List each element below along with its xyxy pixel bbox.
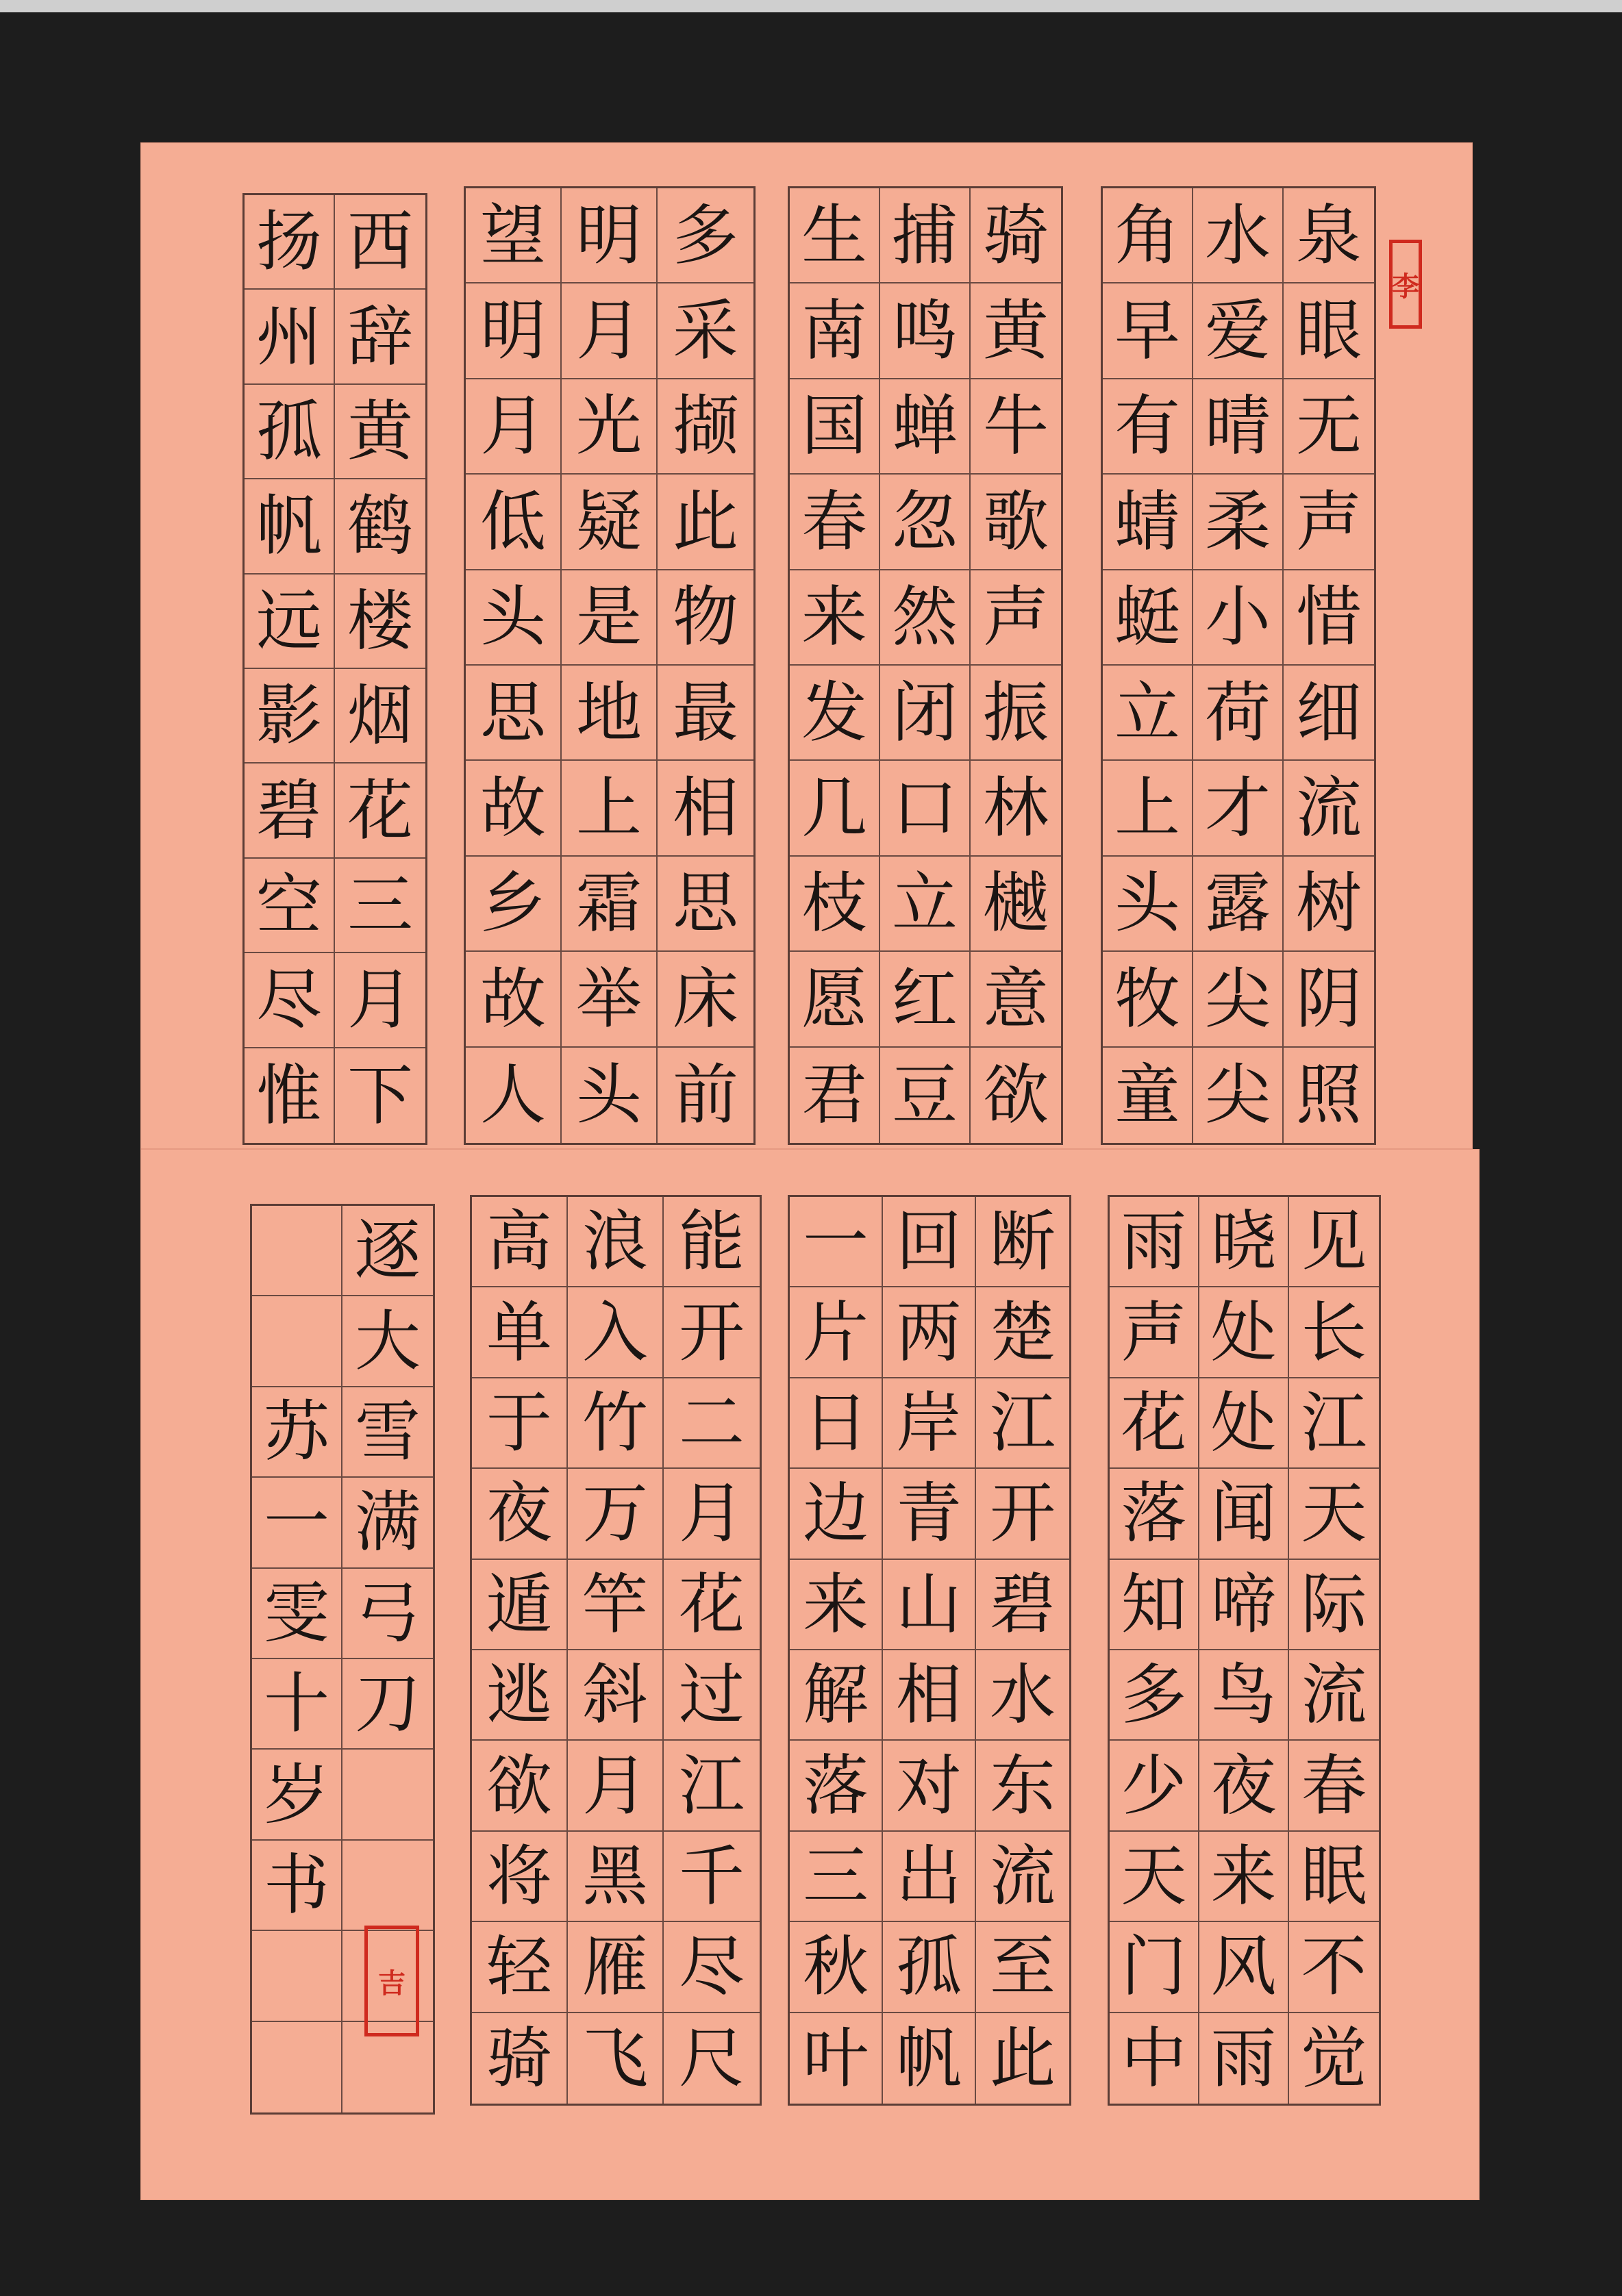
character-cell: 将 bbox=[472, 1832, 568, 1922]
character-cell: 碧 bbox=[245, 764, 335, 858]
character-cell: 来 bbox=[790, 1560, 883, 1650]
character-cell: 多 bbox=[658, 188, 753, 283]
character-cell: 多 bbox=[1110, 1650, 1199, 1741]
character-cell: 夜 bbox=[472, 1469, 568, 1559]
character-cell: 立 bbox=[1103, 666, 1193, 761]
character-cell: 故 bbox=[466, 761, 562, 856]
character-cell: 片 bbox=[790, 1287, 883, 1378]
character-cell: 水 bbox=[976, 1650, 1069, 1741]
grid-block-bottom-2 bbox=[788, 1195, 1071, 2106]
character-cell: 苏 bbox=[252, 1387, 342, 1478]
character-cell: 东 bbox=[976, 1741, 1069, 1831]
character-cell: 黑 bbox=[568, 1832, 664, 1922]
character-cell: 骑 bbox=[472, 2013, 568, 2104]
character-cell: 三 bbox=[335, 859, 425, 953]
character-cell: 水 bbox=[1193, 188, 1284, 283]
character-cell: 满 bbox=[342, 1478, 433, 1568]
character-cell: 雨 bbox=[1110, 1197, 1199, 1287]
character-cell: 开 bbox=[664, 1287, 760, 1378]
character-cell: 角 bbox=[1103, 188, 1193, 283]
character-cell: 尽 bbox=[245, 953, 335, 1048]
character-cell: 来 bbox=[790, 570, 880, 666]
character-cell: 尽 bbox=[664, 1922, 760, 2013]
character-cell: 欲 bbox=[983, 1057, 1049, 1134]
character-cell: 月 bbox=[466, 379, 562, 475]
character-cell: 惜 bbox=[1284, 570, 1374, 666]
character-cell: 见 bbox=[1289, 1197, 1379, 1287]
character-cell: 乡 bbox=[466, 857, 562, 952]
character-cell: 有 bbox=[1103, 379, 1193, 475]
character-cell: 于 bbox=[472, 1378, 568, 1469]
character-cell: 晓 bbox=[1199, 1197, 1289, 1287]
character-cell: 明 bbox=[466, 283, 562, 379]
grid-block-bottom-3 bbox=[470, 1195, 762, 2106]
character-cell: 单 bbox=[472, 1287, 568, 1378]
character-cell: 过 bbox=[664, 1650, 760, 1741]
character-cell: 举 bbox=[562, 952, 658, 1047]
character-cell: 疑 bbox=[562, 475, 658, 570]
character-cell: 早 bbox=[1103, 283, 1193, 379]
character-cell: 雨 bbox=[1199, 2013, 1289, 2104]
character-cell: 辞 bbox=[335, 290, 425, 384]
character-cell: 边 bbox=[790, 1469, 883, 1559]
character-cell: 断 bbox=[976, 1197, 1069, 1287]
character-cell: 头 bbox=[1103, 857, 1193, 952]
character-cell: 思 bbox=[466, 666, 562, 761]
character-cell: 月 bbox=[335, 953, 425, 1048]
character-cell: 振 bbox=[971, 666, 1061, 761]
character-cell: 落 bbox=[790, 1741, 883, 1831]
character-cell: 州 bbox=[245, 290, 335, 384]
scanner-edge bbox=[0, 0, 1622, 12]
character-cell: 尺 bbox=[679, 2019, 745, 2097]
character-cell: 几 bbox=[790, 761, 880, 856]
character-cell: 遁 bbox=[472, 1560, 568, 1650]
character-cell: 树 bbox=[1284, 857, 1374, 952]
character-cell: 天 bbox=[1110, 1832, 1199, 1922]
character-cell: 至 bbox=[976, 1922, 1069, 2013]
character-cell: 风 bbox=[1199, 1922, 1289, 2013]
character-cell: 流 bbox=[1289, 1650, 1379, 1741]
seal-top-right bbox=[1389, 240, 1422, 329]
character-cell: 撷 bbox=[658, 379, 753, 475]
character-cell: 雁 bbox=[568, 1922, 664, 2013]
character-cell: 楼 bbox=[335, 575, 425, 669]
character-cell: 红 bbox=[880, 952, 971, 1047]
character-cell: 光 bbox=[562, 379, 658, 475]
character-cell: 尖 bbox=[1193, 1048, 1284, 1143]
character-cell: 中 bbox=[1110, 2013, 1199, 2104]
character-cell: 十 bbox=[252, 1659, 342, 1750]
character-cell: 江 bbox=[664, 1741, 760, 1831]
character-cell: 声 bbox=[971, 570, 1061, 666]
character-cell: 此 bbox=[990, 2019, 1056, 2097]
character-cell: 觉 bbox=[1301, 2019, 1367, 2097]
character-cell: 天 bbox=[1289, 1469, 1379, 1559]
character-cell: 秋 bbox=[790, 1922, 883, 2013]
character-cell: 叶 bbox=[790, 2013, 883, 2104]
grid-block-top-3 bbox=[464, 186, 756, 1145]
character-cell: 逃 bbox=[472, 1650, 568, 1741]
character-cell: 愿 bbox=[790, 952, 880, 1047]
character-cell bbox=[252, 1296, 342, 1387]
character-cell: 霜 bbox=[562, 857, 658, 952]
character-cell: 花 bbox=[335, 764, 425, 858]
character-cell: 飞 bbox=[568, 2013, 664, 2104]
character-cell: 荷 bbox=[1193, 666, 1284, 761]
character-cell: 一 bbox=[252, 1478, 342, 1568]
character-cell: 君 bbox=[790, 1048, 880, 1143]
character-cell: 泉 bbox=[1284, 188, 1374, 283]
character-cell: 地 bbox=[562, 666, 658, 761]
character-cell: 此 bbox=[658, 475, 753, 570]
character-cell: 忽 bbox=[880, 475, 971, 570]
character-cell: 两 bbox=[883, 1287, 976, 1378]
character-cell: 才 bbox=[1193, 761, 1284, 856]
character-cell: 夜 bbox=[1199, 1741, 1289, 1831]
character-cell: 鹤 bbox=[335, 479, 425, 574]
seal-top-right-text: 李 bbox=[1392, 270, 1419, 303]
character-cell: 露 bbox=[1193, 857, 1284, 952]
character-cell: 声 bbox=[1110, 1287, 1199, 1378]
character-cell: 骑 bbox=[971, 188, 1061, 283]
character-cell: 黄 bbox=[971, 283, 1061, 379]
character-cell: 弓 bbox=[342, 1569, 433, 1659]
character-cell: 逐 bbox=[342, 1206, 433, 1296]
character-cell: 花 bbox=[1110, 1378, 1199, 1469]
character-cell: 三 bbox=[790, 1832, 883, 1922]
character-cell: 竿 bbox=[568, 1560, 664, 1650]
character-cell: 轻 bbox=[472, 1922, 568, 2013]
character-cell: 国 bbox=[790, 379, 880, 475]
character-cell: 爱 bbox=[1193, 283, 1284, 379]
character-cell: 上 bbox=[1103, 761, 1193, 856]
character-cell: 雯 bbox=[252, 1569, 342, 1659]
character-cell: 床 bbox=[658, 952, 753, 1047]
character-cell bbox=[252, 2022, 342, 2112]
character-cell: 眼 bbox=[1284, 283, 1374, 379]
character-cell: 入 bbox=[568, 1287, 664, 1378]
character-cell: 处 bbox=[1199, 1287, 1289, 1378]
character-cell: 春 bbox=[790, 475, 880, 570]
character-cell: 人 bbox=[466, 1048, 562, 1143]
character-cell: 物 bbox=[658, 570, 753, 666]
character-cell: 门 bbox=[1110, 1922, 1199, 2013]
character-cell: 相 bbox=[883, 1650, 976, 1741]
character-cell: 对 bbox=[883, 1741, 976, 1831]
character-cell: 青 bbox=[883, 1469, 976, 1559]
character-cell: 啼 bbox=[1199, 1560, 1289, 1650]
character-cell bbox=[342, 1750, 433, 1840]
character-cell: 万 bbox=[568, 1469, 664, 1559]
character-cell: 鸟 bbox=[1199, 1650, 1289, 1741]
character-cell: 岁 bbox=[252, 1750, 342, 1840]
character-cell: 日 bbox=[790, 1378, 883, 1469]
character-cell: 帆 bbox=[245, 479, 335, 574]
character-cell: 雪 bbox=[342, 1387, 433, 1478]
character-cell: 竹 bbox=[568, 1378, 664, 1469]
character-cell: 故 bbox=[466, 952, 562, 1047]
character-cell: 孤 bbox=[883, 1922, 976, 2013]
character-cell bbox=[342, 1841, 433, 1931]
character-cell: 出 bbox=[883, 1832, 976, 1922]
seal-signature-text: 吉 bbox=[378, 1967, 406, 1999]
character-cell: 然 bbox=[880, 570, 971, 666]
character-cell: 碧 bbox=[976, 1560, 1069, 1650]
grid-block-top-2 bbox=[788, 186, 1063, 1145]
character-cell: 最 bbox=[658, 666, 753, 761]
character-cell: 闭 bbox=[880, 666, 971, 761]
character-cell: 烟 bbox=[335, 669, 425, 764]
character-cell: 回 bbox=[883, 1197, 976, 1287]
grid-block-top-1 bbox=[1101, 186, 1376, 1145]
character-cell: 蝉 bbox=[880, 379, 971, 475]
character-cell: 欲 bbox=[472, 1741, 568, 1831]
character-cell: 少 bbox=[1110, 1741, 1199, 1831]
character-cell: 大 bbox=[342, 1296, 433, 1387]
character-cell: 声 bbox=[1284, 475, 1374, 570]
character-cell: 眠 bbox=[1289, 1832, 1379, 1922]
character-cell: 歌 bbox=[971, 475, 1061, 570]
character-cell: 豆 bbox=[880, 1048, 971, 1143]
character-cell: 江 bbox=[976, 1378, 1069, 1469]
character-cell: 立 bbox=[880, 857, 971, 952]
character-cell: 来 bbox=[1199, 1832, 1289, 1922]
character-cell: 闻 bbox=[1199, 1469, 1289, 1559]
character-cell: 无 bbox=[1284, 379, 1374, 475]
character-cell: 意 bbox=[971, 952, 1061, 1047]
character-cell: 流 bbox=[976, 1832, 1069, 1922]
character-cell: 千 bbox=[664, 1832, 760, 1922]
character-cell: 月 bbox=[568, 1741, 664, 1831]
character-cell: 西 bbox=[335, 195, 425, 290]
character-cell: 枝 bbox=[790, 857, 880, 952]
character-cell: 二 bbox=[664, 1378, 760, 1469]
character-cell: 花 bbox=[664, 1560, 760, 1650]
character-cell: 牛 bbox=[971, 379, 1061, 475]
character-cell: 蜓 bbox=[1103, 570, 1193, 666]
character-cell: 生 bbox=[790, 188, 880, 283]
character-cell: 解 bbox=[790, 1650, 883, 1741]
character-cell: 处 bbox=[1199, 1378, 1289, 1469]
character-cell: 月 bbox=[562, 283, 658, 379]
character-cell bbox=[252, 1206, 342, 1296]
character-cell: 书 bbox=[252, 1841, 342, 1931]
character-cell: 孤 bbox=[245, 385, 335, 479]
grid-block-top-4 bbox=[242, 193, 427, 1145]
character-cell: 流 bbox=[1284, 761, 1374, 856]
character-cell: 落 bbox=[1110, 1469, 1199, 1559]
character-cell: 头 bbox=[466, 570, 562, 666]
character-cell bbox=[252, 1931, 342, 2021]
character-cell: 远 bbox=[245, 575, 335, 669]
character-cell: 牧 bbox=[1103, 952, 1193, 1047]
character-cell: 是 bbox=[562, 570, 658, 666]
character-cell: 思 bbox=[658, 857, 753, 952]
character-cell: 口 bbox=[880, 761, 971, 856]
character-cell: 明 bbox=[562, 188, 658, 283]
character-cell: 采 bbox=[658, 283, 753, 379]
character-cell: 前 bbox=[673, 1057, 738, 1134]
character-cell: 际 bbox=[1289, 1560, 1379, 1650]
character-cell: 空 bbox=[245, 859, 335, 953]
character-cell: 一 bbox=[790, 1197, 883, 1287]
character-cell: 山 bbox=[883, 1560, 976, 1650]
character-cell: 樾 bbox=[971, 857, 1061, 952]
character-cell: 开 bbox=[976, 1469, 1069, 1559]
character-cell: 能 bbox=[664, 1197, 760, 1287]
character-cell: 浪 bbox=[568, 1197, 664, 1287]
character-cell: 晴 bbox=[1193, 379, 1284, 475]
character-cell: 望 bbox=[466, 188, 562, 283]
character-cell: 楚 bbox=[976, 1287, 1069, 1378]
character-cell: 照 bbox=[1296, 1057, 1362, 1134]
character-cell: 童 bbox=[1103, 1048, 1193, 1143]
character-cell: 岸 bbox=[883, 1378, 976, 1469]
character-cell: 影 bbox=[245, 669, 335, 764]
character-cell: 惟 bbox=[245, 1048, 335, 1143]
character-cell: 春 bbox=[1289, 1741, 1379, 1831]
character-cell: 斜 bbox=[568, 1650, 664, 1741]
character-cell: 高 bbox=[472, 1197, 568, 1287]
character-cell: 下 bbox=[347, 1057, 413, 1134]
character-cell: 尖 bbox=[1193, 952, 1284, 1047]
character-cell: 黄 bbox=[335, 385, 425, 479]
grid-block-bottom-1 bbox=[1108, 1195, 1381, 2106]
character-cell: 江 bbox=[1289, 1378, 1379, 1469]
character-cell: 上 bbox=[562, 761, 658, 856]
character-cell: 长 bbox=[1289, 1287, 1379, 1378]
character-cell: 鸣 bbox=[880, 283, 971, 379]
character-cell: 头 bbox=[562, 1048, 658, 1143]
character-cell: 蜻 bbox=[1103, 475, 1193, 570]
character-cell: 阴 bbox=[1284, 952, 1374, 1047]
character-cell: 捕 bbox=[880, 188, 971, 283]
character-cell: 细 bbox=[1284, 666, 1374, 761]
character-cell: 柔 bbox=[1193, 475, 1284, 570]
character-cell: 知 bbox=[1110, 1560, 1199, 1650]
character-cell: 刀 bbox=[342, 1659, 433, 1750]
character-cell: 发 bbox=[790, 666, 880, 761]
character-cell: 不 bbox=[1289, 1922, 1379, 2013]
character-cell: 低 bbox=[466, 475, 562, 570]
character-cell: 南 bbox=[790, 283, 880, 379]
character-cell: 扬 bbox=[245, 195, 335, 290]
seal-signature bbox=[364, 1926, 419, 2036]
character-cell: 帆 bbox=[883, 2013, 976, 2104]
character-cell: 林 bbox=[971, 761, 1061, 856]
character-cell: 小 bbox=[1193, 570, 1284, 666]
character-cell: 相 bbox=[658, 761, 753, 856]
character-cell: 月 bbox=[664, 1469, 760, 1559]
